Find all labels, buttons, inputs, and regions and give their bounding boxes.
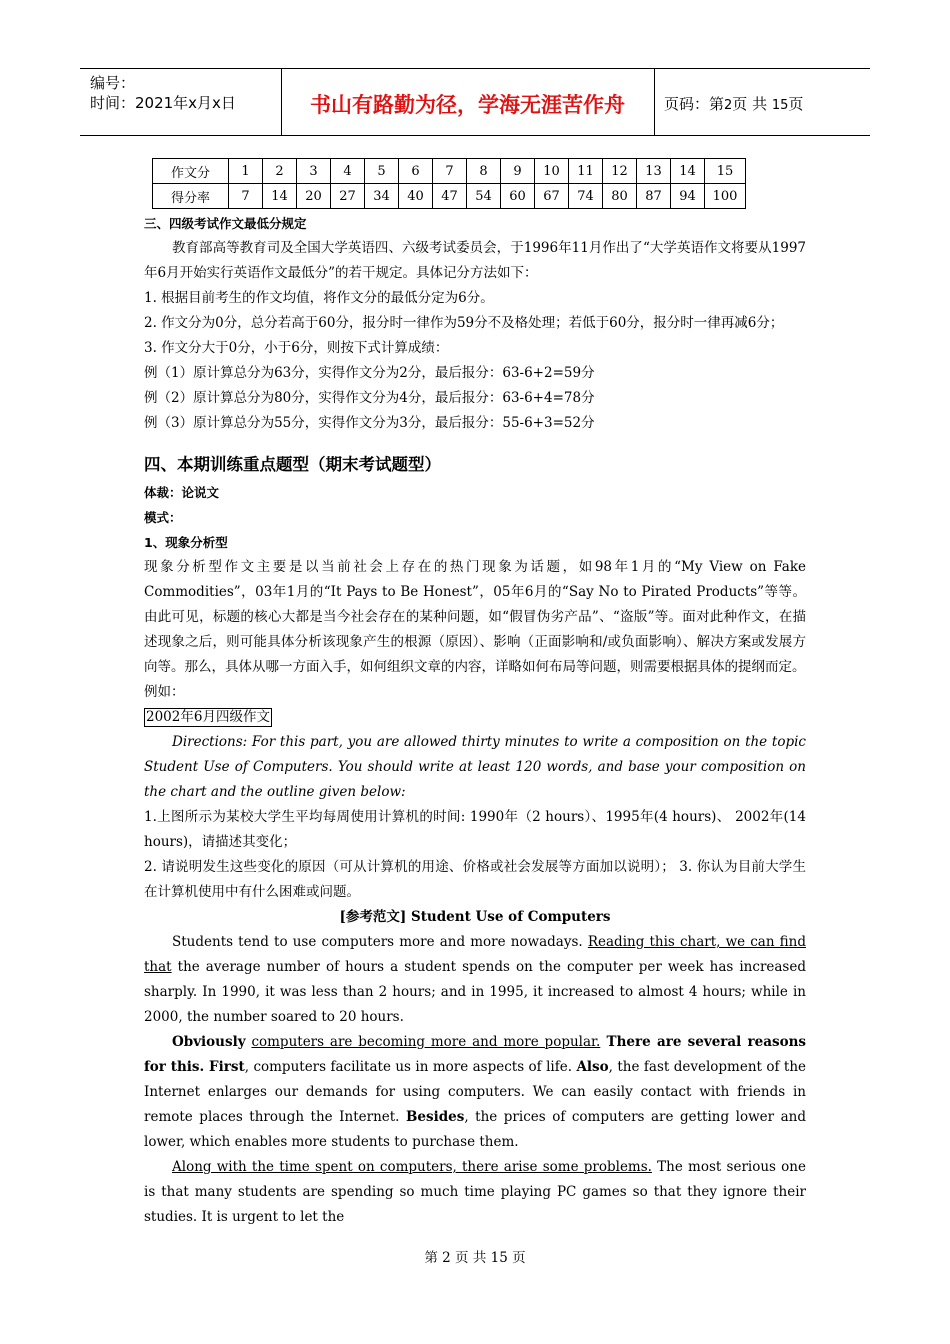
example-line: 例（2）原计算总分为80分，实得作文分为4分，最后报分：63-6+4=78分	[144, 390, 595, 406]
rate-cell: 87	[637, 184, 671, 209]
sample-paragraph: Obviously computers are becoming more and more popular. There are several reasons for this. First, computers facilitate us in more aspects of life. Also, the fast development of the Internet enlarges our demands for using computers. We can easily contact with friends in remote places through the Internet. Besides, the prices of computers are getting lower and lower, which enables more students to purchase them.	[144, 1034, 807, 1150]
paragraph: 1. 根据目前考生的作文均值，将作文分的最低分定为6分。	[144, 290, 494, 306]
score-cell: 4	[331, 159, 365, 184]
exam-title-box: 2002年6月四级作文	[146, 709, 270, 725]
score-cell: 15	[705, 159, 746, 184]
rate-cell: 100	[705, 184, 746, 209]
paragraph: 教育部高等教育司及全国大学英语四、六级考试委员会，于1996年11月作出了“大学英语作文将要从1997年6月开始实行英语作文最低分”的若干规定。具体记分方法如下：	[144, 240, 806, 281]
paragraph: 3. 作文分大于0分，小于6分，则按下式计算成绩：	[144, 340, 449, 356]
rate-cell: 40	[399, 184, 433, 209]
score-cell: 10	[535, 159, 569, 184]
header-page-number: 页码：第2页 共 15页	[664, 95, 804, 113]
sample-paragraph: Along with the time spent on computers, there arise some problems. The most serious one is that many students are spending so much time playing PC games so that they ignore their studies. It is urgent to let the	[144, 1159, 806, 1225]
header-time: 时间：2021年x月x日	[90, 94, 236, 112]
example-line: 例（1）原计算总分为63分，实得作文分为2分，最后报分：63-6+2=59分	[144, 365, 595, 381]
score-row	[153, 159, 746, 184]
header-bianhao: 编号：	[90, 74, 136, 92]
header-divider	[654, 69, 655, 135]
paragraph: 2. 作文分为0分，总分若高于60分，报分时一律作为59分不及格处理；若低于60分，报分时一律再减6分；	[144, 315, 784, 331]
score-cell: 6	[399, 159, 433, 184]
paragraph: 现象分析型作文主要是以当前社会上存在的热门现象为话题，如98年1月的“My View on Fake Commodities”，03年1月的“It Pays to Be Honest”，05年6月的“Say No to Pirated Products”等等。由此可见，标题的核心大都是当今社会存在的某种问题，如“假冒伪劣产品”、“盗版”等。面对此种作文，在描述现象之后，则可能具体分析该现象产生的根源（原因）、影响（正面影响和/或负面影响）、解决方案或发展方向等。那么，具体从哪一方面入手，如何组织文章的内容，详略如何布局等问题，则需要根据具体的提纲而定。	[144, 559, 806, 675]
rate-cell: 20	[297, 184, 331, 209]
score-cell: 9	[501, 159, 535, 184]
rate-cell: 7	[229, 184, 263, 209]
main-content	[144, 211, 806, 1230]
rate-cell: 34	[365, 184, 399, 209]
rate-cell: 47	[433, 184, 467, 209]
rate-cell: 94	[671, 184, 705, 209]
example-line: 例（3）原计算总分为55分，实得作文分为3分，最后报分：55-6+3=52分	[144, 415, 595, 431]
score-cell: 7	[433, 159, 467, 184]
rate-cell: 14	[263, 184, 297, 209]
outline-item: 1.上图所示为某校大学生平均每周使用计算机的时间: 1990年（2 hours）、1995年(4 hours)、 2002年(14 hours)，请描述其变化；	[144, 809, 806, 850]
outline-item: 2. 请说明发生这些变化的原因（可从计算机的用途、价格或社会发展等方面加以说明）； 3. 你认为目前大学生在计算机使用中有什么困难或问题。	[144, 859, 806, 900]
header-motto: 书山有路勤为径，学海无涯苦作舟	[310, 93, 625, 117]
row-label: 作文分	[153, 159, 229, 184]
score-cell: 8	[467, 159, 501, 184]
mode-label: 模式：	[144, 510, 182, 525]
score-cell: 11	[569, 159, 603, 184]
score-cell: 12	[603, 159, 637, 184]
exam-title-line	[144, 705, 806, 730]
rate-cell: 67	[535, 184, 569, 209]
rate-cell: 80	[603, 184, 637, 209]
rate-cell: 27	[331, 184, 365, 209]
directions: Directions: For this part, you are allowed thirty minutes to write a composition on the topic Student Use of Computers. You should write at least 120 words, and base your composition on the chart and the outline given below:	[144, 734, 806, 800]
score-table	[152, 158, 746, 209]
score-cell: 14	[671, 159, 705, 184]
sample-title: [参考范文] Student Use of Computers	[339, 909, 611, 925]
score-cell: 3	[297, 159, 331, 184]
rate-cell: 74	[569, 184, 603, 209]
rate-row	[153, 184, 746, 209]
page-footer: 第 2 页 共 15 页	[424, 1250, 526, 1266]
section-heading: 三、四级考试作文最低分规定	[144, 216, 307, 231]
header-meta	[90, 73, 280, 113]
page-header	[80, 68, 870, 136]
subsection-heading: 1、现象分析型	[144, 535, 228, 550]
rate-cell: 54	[467, 184, 501, 209]
example-label: 例如：	[144, 684, 185, 700]
score-cell: 1	[229, 159, 263, 184]
genre-label: 体裁：论说文	[144, 485, 220, 500]
row-label: 得分率	[153, 184, 229, 209]
section-heading: 四、本期训练重点题型（期末考试题型）	[144, 455, 441, 474]
score-cell: 5	[365, 159, 399, 184]
score-cell: 2	[263, 159, 297, 184]
score-cell: 13	[637, 159, 671, 184]
rate-cell: 60	[501, 184, 535, 209]
sample-paragraph: Students tend to use computers more and more nowadays. Reading this chart, we can find that the average number of hours a student spends on the computer per week has increased sharply. In 1990, it was less than 2 hours; and in 1995, it increased to almost 4 hours; while in 2000, the number soared to 20 hours.	[144, 934, 807, 1025]
